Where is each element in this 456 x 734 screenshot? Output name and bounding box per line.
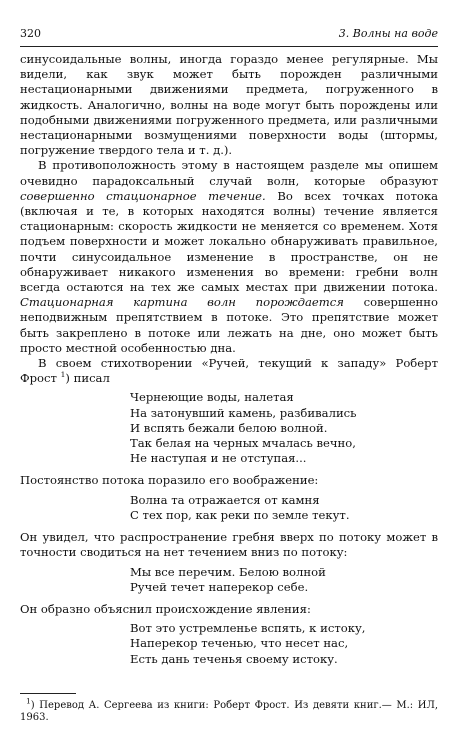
poem-line: Мы все перечим. Белою волной — [130, 564, 326, 579]
poem-stanza-2 — [130, 493, 438, 523]
header-rule — [20, 46, 438, 47]
poem-line: Ручей течет наперекор себе. — [130, 579, 309, 594]
footnote-ref: 1 — [60, 370, 66, 380]
poem-line: Чернеющие воды, налетая — [130, 390, 294, 405]
paragraph-3-tail: ) писал — [65, 371, 110, 386]
paragraph-1: синусоидальные волны, иногда гораздо менее регулярные. Мы видели, как звук может быть порожден различными нестационарными движениями предмета, погруженного в жидкость. Аналогично, волны на воде могут быть порождены или подобными движениями погруженного предмета, или различными нестационарными возмущениями поверхности воды (штормы, погружение твердого тела и т. д.). — [20, 52, 438, 158]
poem-line: Вот это устремленье вспять, к истоку, — [130, 621, 366, 636]
paragraph-2-part-c: Во всех точках потока (включая и те, в которых находятся волны) течение является стационарным: скорость жидкости не меняется со временем. Хотя подъем поверхности и может локально обнаруживать правильное, почти синусоидальное изменение в пространстве, он не обнаруживает никакого изменения во времени: гребни волн всегда остаются на тех же самых местах при движении потока. — [20, 188, 438, 295]
paragraph-2 — [20, 158, 438, 356]
paragraph-5: Он увидел, что распространение гребня вверх по потоку может в точности сводиться на нет течением вниз по потоку: — [20, 530, 438, 560]
emphasis-wave-pattern: Стационарная картина волн порождается — [20, 295, 344, 310]
paragraph-4: Постоянство потока поразило его воображение: — [20, 473, 319, 488]
paragraph-6: Он образно объяснил происхождение явления: — [20, 601, 311, 616]
page-header — [20, 26, 438, 44]
poem-stanza-1 — [130, 390, 438, 466]
paragraph-3 — [20, 356, 438, 386]
body-text — [20, 52, 438, 725]
poem-line: С тех пор, как реки по земле текут. — [130, 507, 350, 522]
poem-line: На затонувший камень, разбивались — [130, 405, 357, 420]
page-number: 320 — [20, 27, 41, 40]
book-page — [20, 26, 438, 725]
footnote-rule — [20, 693, 76, 694]
poem-line: И вспять бежали белою волной. — [130, 420, 328, 435]
footnote — [20, 696, 438, 725]
running-head: 3. Волны на воде — [338, 27, 438, 40]
poem-line: Не наступая и не отступая... — [130, 451, 307, 466]
footnote-marker: 1 — [26, 696, 31, 706]
footnote-text: ) Перевод А. Сергеева из книги: Роберт Фрост. Из девяти книг.— М.: ИЛ, 1963. — [20, 699, 438, 724]
paragraph-2-part-e: совершенно неподвижным препятствием в потоке. Это препятствие может быть закреплено в потоке или лежать на дне, оно может быть просто местной особенностью дна. — [20, 295, 438, 355]
poem-line: Есть дань теченья своему истоку. — [130, 651, 338, 666]
poem-line: Волна та отражается от камня — [130, 492, 320, 507]
poem-stanza-4 — [130, 621, 438, 667]
paragraph-2-part-a: В противоположность этому в настоящем разделе мы опишем очевидно парадоксальный случай волн, которые образуют — [20, 158, 438, 188]
paragraph-3-text: В своем стихотворении «Ручей, текущий к западу» Роберт Фрост — [20, 356, 438, 386]
emphasis-stationary-flow: совершенно стационарное течение. — [20, 188, 266, 203]
poem-stanza-3 — [130, 565, 438, 595]
poem-line: Так белая на черных мчалась вечно, — [130, 436, 356, 451]
poem-line: Наперекор теченью, что несет нас, — [130, 636, 349, 651]
